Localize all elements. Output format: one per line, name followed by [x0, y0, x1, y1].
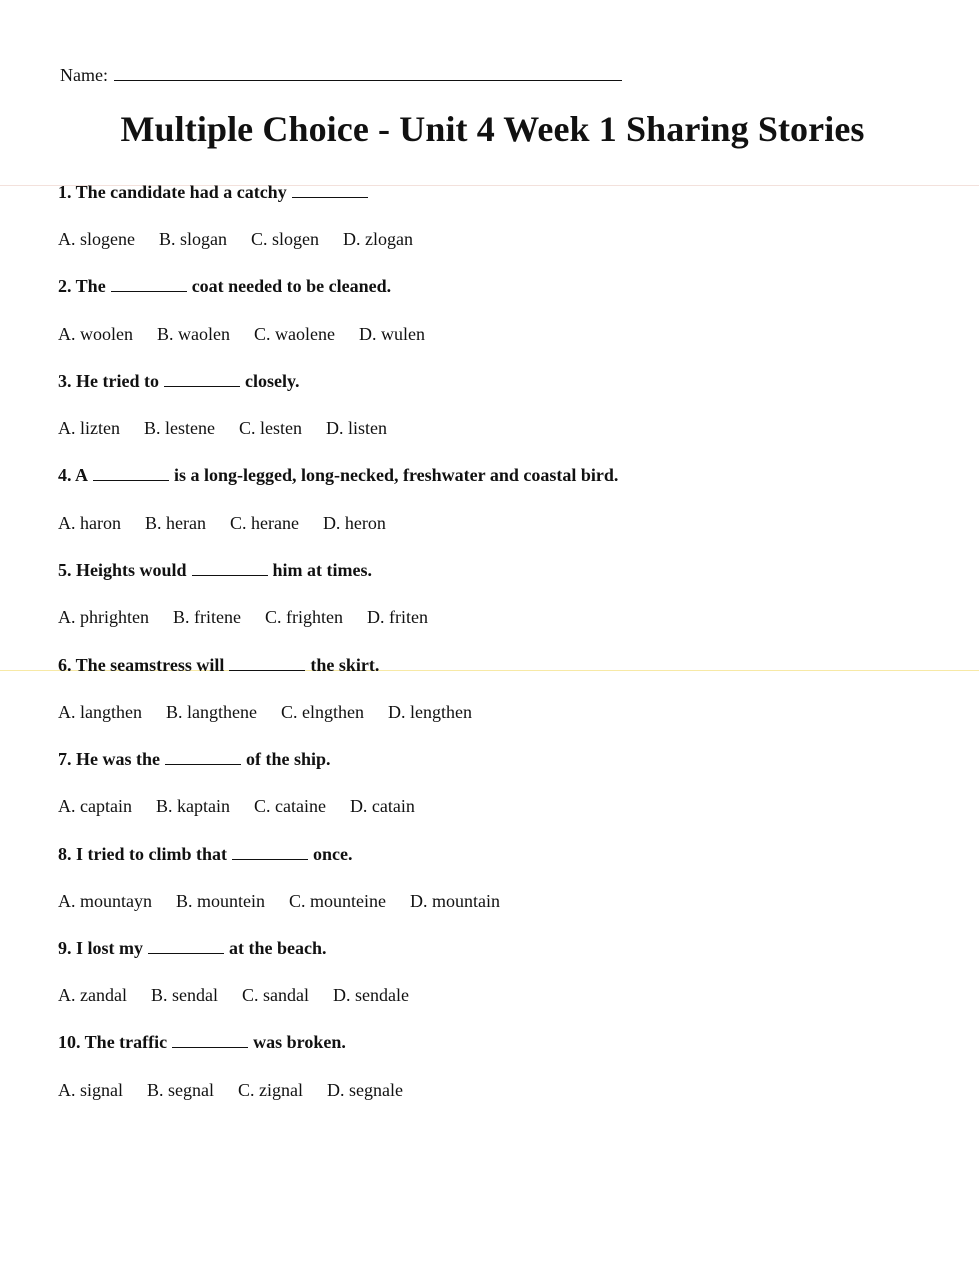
options-9	[58, 985, 433, 1006]
options-1	[58, 229, 437, 250]
option-d[interactable]: D. zlogan	[343, 229, 413, 249]
question-4	[58, 465, 618, 486]
option-d[interactable]: D. lengthen	[387, 702, 472, 722]
option-a[interactable]: A. slogene	[58, 229, 135, 249]
question-text: 10. The traffic	[58, 1032, 168, 1052]
option-b[interactable]: B. mountein	[176, 891, 265, 911]
question-text-end: once.	[312, 844, 353, 864]
answer-blank[interactable]	[165, 749, 241, 765]
question-10	[58, 1032, 346, 1053]
name-field-row	[60, 62, 622, 86]
question-text-end: is a long-legged, long-necked, freshwater and coastal bird.	[174, 465, 619, 485]
option-d[interactable]: D. listen	[325, 418, 387, 438]
question-text: 7. He was the	[58, 749, 160, 769]
options-8	[58, 891, 524, 912]
option-d[interactable]: D. friten	[366, 607, 428, 627]
option-a[interactable]: A. signal	[58, 1080, 123, 1100]
option-c[interactable]: C. lesten	[238, 418, 302, 438]
option-a[interactable]: A. woolen	[58, 324, 133, 344]
option-c[interactable]: C. cataine	[253, 796, 326, 816]
question-1	[58, 182, 373, 203]
question-text-end: coat needed to be cleaned.	[191, 276, 392, 296]
question-text: 1. The candidate had a catchy	[58, 182, 287, 202]
option-d[interactable]: D. sendale	[332, 985, 409, 1005]
question-text-end: was broken.	[253, 1032, 346, 1052]
question-text-end: at the beach.	[229, 938, 327, 958]
question-3	[58, 371, 299, 392]
page-title: Multiple Choice - Unit 4 Week 1 Sharing Stories	[120, 109, 865, 149]
option-c[interactable]: C. sandal	[241, 985, 309, 1005]
option-c[interactable]: C. herane	[229, 513, 299, 533]
question-text: 9. I lost my	[58, 938, 143, 958]
options-6	[58, 702, 496, 723]
option-a[interactable]: A. captain	[58, 796, 132, 816]
option-a[interactable]: A. mountayn	[58, 891, 152, 911]
option-c[interactable]: C. mounteine	[289, 891, 386, 911]
options-4	[58, 513, 410, 534]
option-b[interactable]: B. kaptain	[155, 796, 230, 816]
options-5	[58, 607, 452, 628]
options-2	[58, 324, 449, 345]
answer-blank[interactable]	[232, 844, 308, 860]
option-b[interactable]: B. langthene	[165, 702, 257, 722]
option-d[interactable]: D. mountain	[410, 891, 500, 911]
option-a[interactable]: A. lizten	[58, 418, 120, 438]
name-label: Name:	[60, 65, 108, 85]
option-d[interactable]: D. segnale	[327, 1080, 403, 1100]
option-c[interactable]: C. elngthen	[280, 702, 364, 722]
option-d[interactable]: D. catain	[349, 796, 415, 816]
answer-blank[interactable]	[111, 276, 187, 292]
answer-blank[interactable]	[148, 938, 224, 954]
option-b[interactable]: B. waolen	[157, 324, 230, 344]
question-text: 8. I tried to climb that	[58, 844, 227, 864]
option-c[interactable]: C. slogen	[251, 229, 320, 249]
option-a[interactable]: A. phrighten	[58, 607, 149, 627]
option-c[interactable]: C. waolene	[253, 324, 335, 344]
question-text: 4. A	[58, 465, 89, 485]
option-b[interactable]: B. fritene	[172, 607, 241, 627]
answer-blank[interactable]	[164, 371, 240, 387]
option-b[interactable]: B. heran	[144, 513, 206, 533]
question-5	[58, 560, 372, 581]
options-3	[58, 418, 411, 439]
options-7	[58, 796, 439, 817]
answer-blank[interactable]	[172, 1032, 248, 1048]
option-b[interactable]: B. sendal	[150, 985, 218, 1005]
question-text-end: of the ship.	[246, 749, 331, 769]
question-8	[58, 844, 352, 865]
question-9	[58, 938, 327, 959]
option-c[interactable]: C. zignal	[238, 1080, 303, 1100]
question-text: 5. Heights would	[58, 560, 187, 580]
option-a[interactable]: A. zandal	[58, 985, 127, 1005]
option-b[interactable]: B. slogan	[158, 229, 227, 249]
question-text-end: closely.	[244, 371, 300, 391]
question-text: 3. He tried to	[58, 371, 159, 391]
option-b[interactable]: B. lestene	[143, 418, 215, 438]
answer-blank[interactable]	[229, 655, 305, 671]
option-a[interactable]: A. haron	[58, 513, 121, 533]
answer-blank[interactable]	[93, 465, 169, 481]
option-d[interactable]: D. wulen	[358, 324, 425, 344]
question-6	[58, 655, 379, 676]
question-text-end: him at times.	[272, 560, 373, 580]
name-blank-line[interactable]	[114, 62, 622, 81]
question-text: 6. The seamstress will	[58, 655, 225, 675]
question-text-end: the skirt.	[310, 655, 380, 675]
question-text: 2. The	[58, 276, 106, 296]
answer-blank[interactable]	[292, 182, 368, 198]
option-a[interactable]: A. langthen	[58, 702, 142, 722]
question-7	[58, 749, 331, 770]
options-10	[58, 1080, 427, 1101]
question-2	[58, 276, 391, 297]
option-d[interactable]: D. heron	[322, 513, 386, 533]
option-c[interactable]: C. frighten	[264, 607, 343, 627]
answer-blank[interactable]	[192, 560, 268, 576]
option-b[interactable]: B. segnal	[147, 1080, 214, 1100]
